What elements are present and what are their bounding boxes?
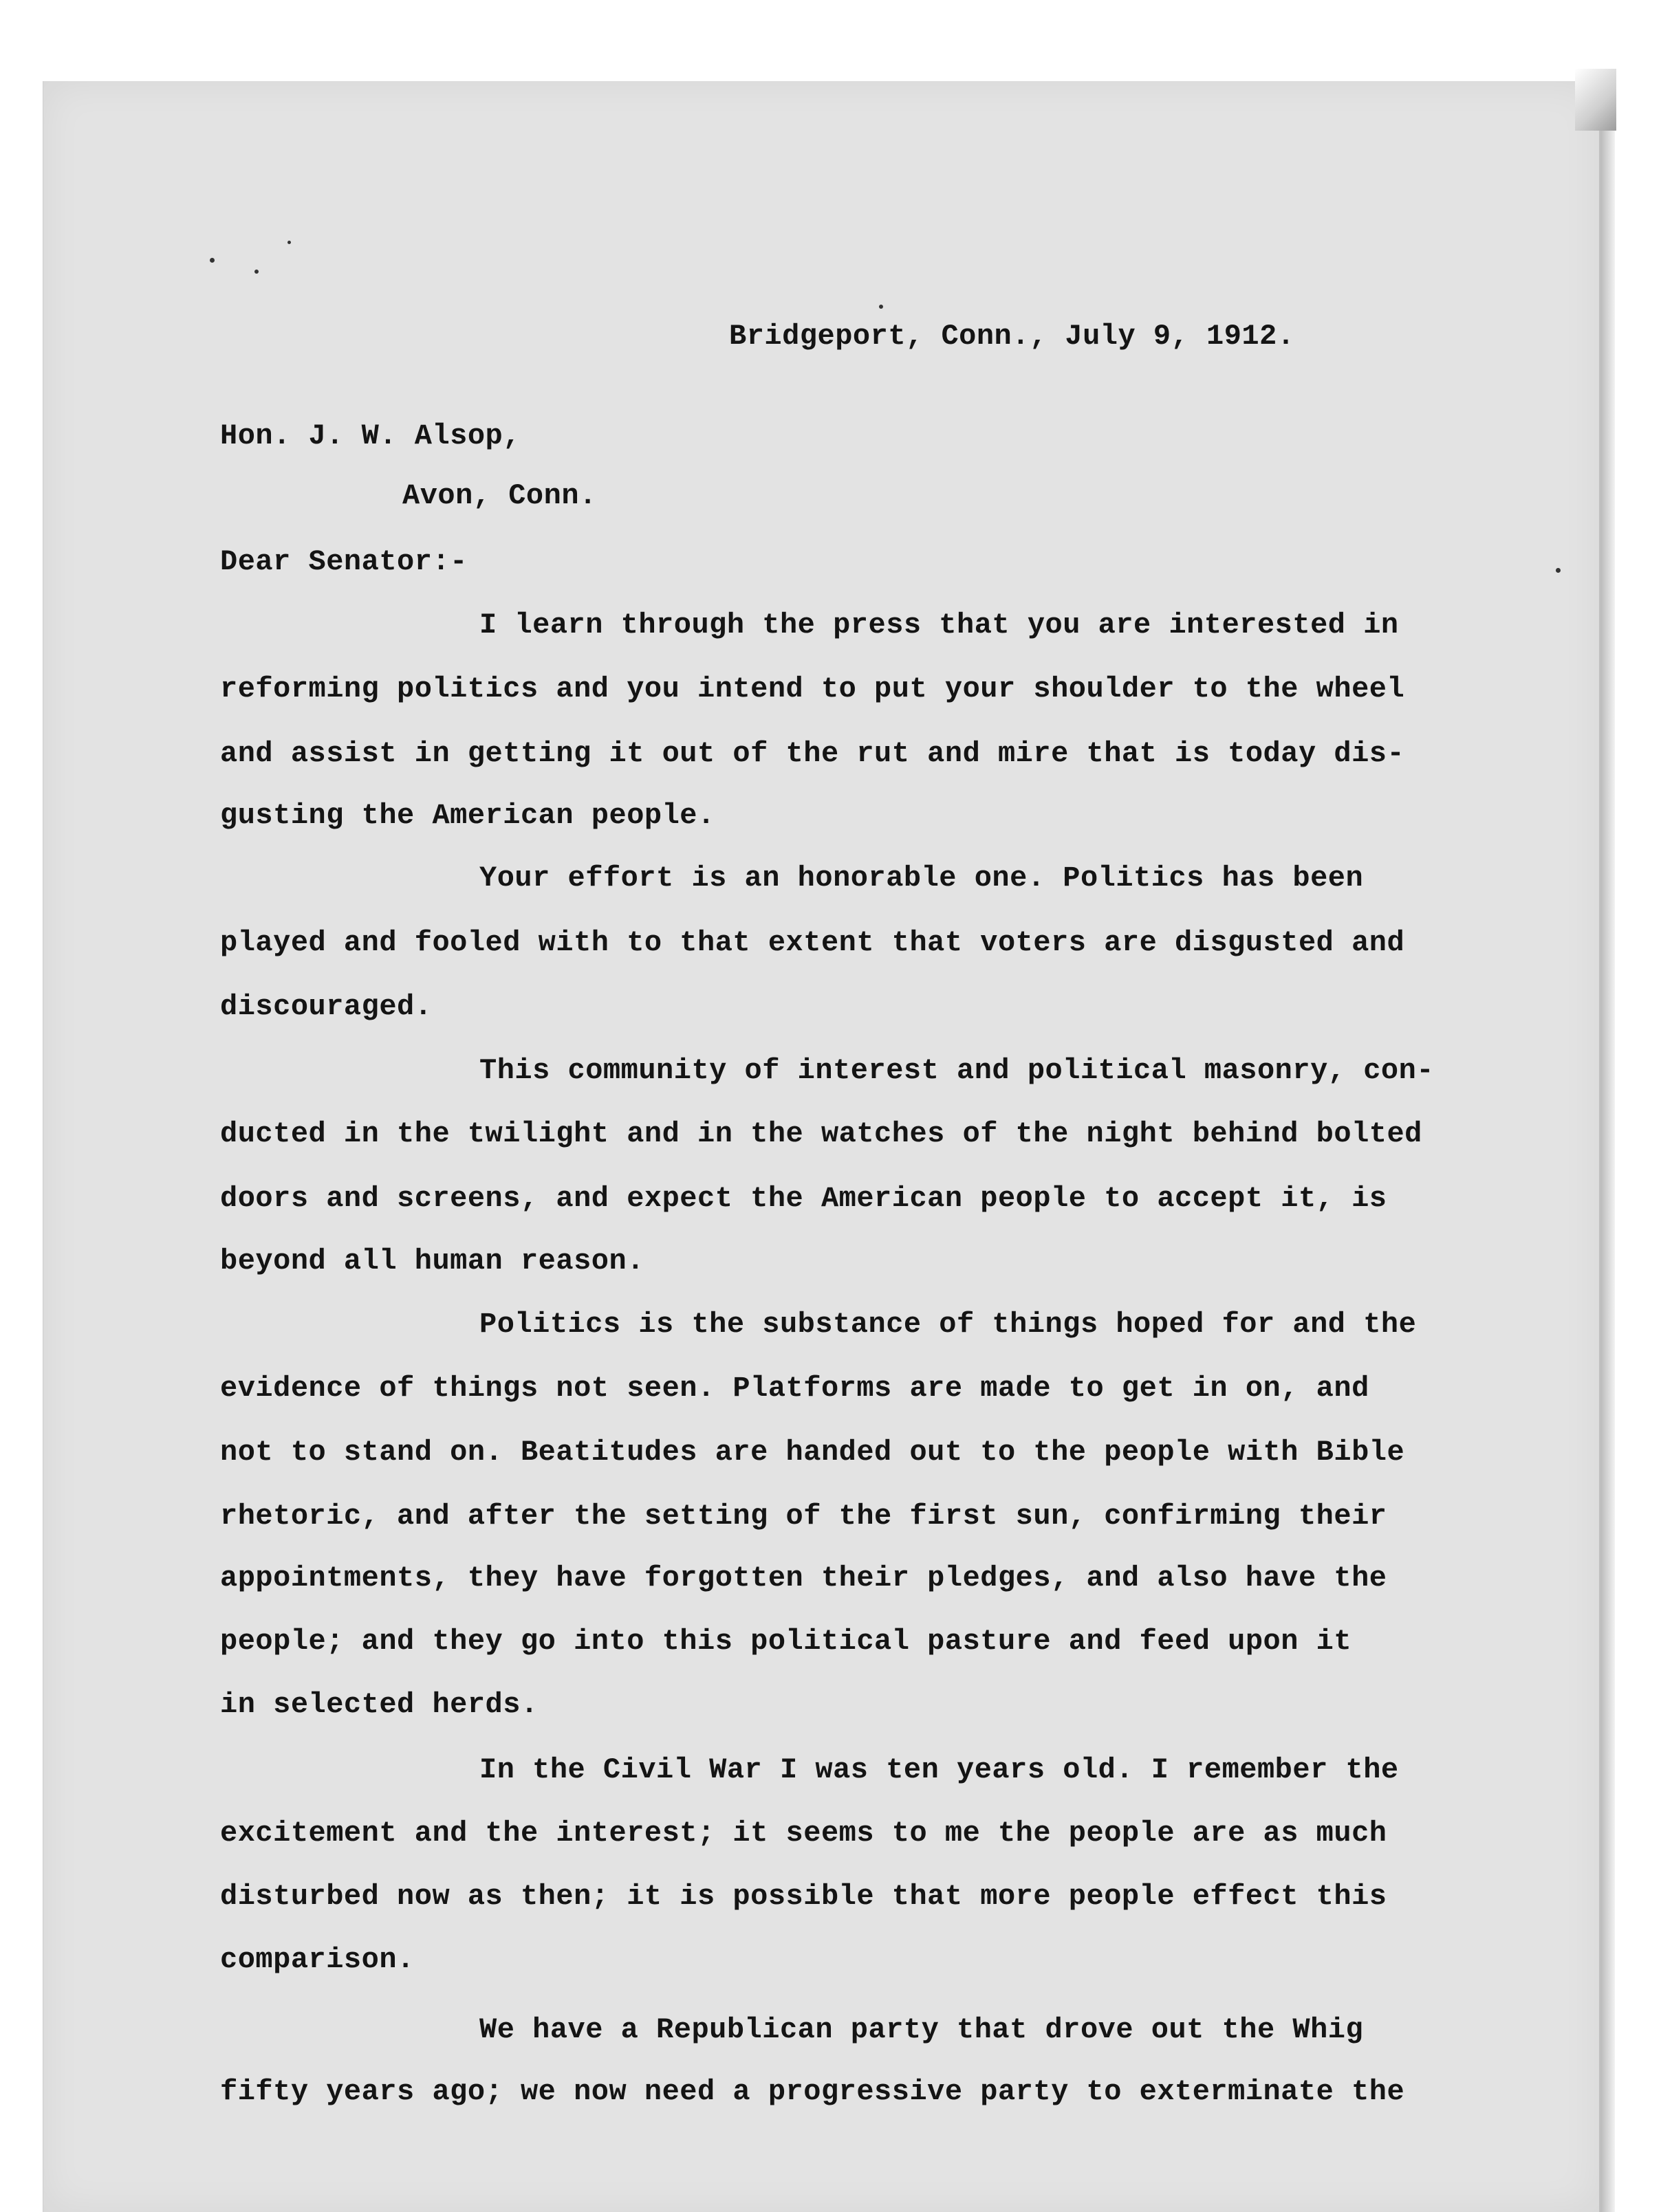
body-line: I learn through the press that you are interested in xyxy=(479,609,1399,642)
body-line: evidence of things not seen. Platforms are made to get in on, and xyxy=(220,1372,1369,1405)
body-line: In the Civil War I was ten years old. I remember the xyxy=(479,1753,1399,1786)
body-line: in selected herds. xyxy=(220,1688,539,1721)
ink-speck xyxy=(254,270,259,274)
body-line: Politics is the substance of things hoped for and the xyxy=(479,1308,1417,1341)
page-corner xyxy=(1575,69,1616,131)
body-line: fifty years ago; we now need a progressive party to exterminate the xyxy=(220,2075,1405,2108)
body-line: comparison. xyxy=(220,1943,415,1976)
body-line: and assist in getting it out of the rut and mire that is today dis- xyxy=(220,737,1405,770)
body-line: appointments, they have forgotten their pledges, and also have the xyxy=(220,1562,1387,1595)
body-line: excitement and the interest; it seems to me the people are as much xyxy=(220,1817,1387,1850)
salutation: Dear Senator:- xyxy=(220,545,468,578)
body-line: doors and screens, and expect the American people to accept it, is xyxy=(220,1182,1387,1215)
ink-speck xyxy=(1556,568,1561,573)
addressee-name: Hon. J. W. Alsop, xyxy=(220,419,521,452)
ink-speck xyxy=(210,258,215,263)
addressee-place: Avon, Conn. xyxy=(402,479,597,512)
body-line: not to stand on. Beatitudes are handed out to the people with Bible xyxy=(220,1436,1405,1469)
ink-speck xyxy=(287,241,291,244)
body-line: disturbed now as then; it is possible that more people effect this xyxy=(220,1880,1387,1913)
body-line: beyond all human reason. xyxy=(220,1245,644,1278)
body-line: people; and they go into this political pasture and feed upon it xyxy=(220,1625,1352,1658)
body-line: ducted in the twilight and in the watches of the night behind bolted xyxy=(220,1117,1422,1150)
ink-speck xyxy=(879,305,883,309)
body-line: Your effort is an honorable one. Politics has been xyxy=(479,862,1364,895)
body-line: This community of interest and political masonry, con- xyxy=(479,1054,1435,1087)
body-line: discouraged. xyxy=(220,990,433,1023)
dateline: Bridgeport, Conn., July 9, 1912. xyxy=(729,320,1295,353)
body-line: gusting the American people. xyxy=(220,799,715,832)
body-line: rhetoric, and after the setting of the first sun, confirming their xyxy=(220,1500,1387,1533)
body-line: We have a Republican party that drove out the Whig xyxy=(479,2013,1364,2046)
body-line: reforming politics and you intend to put your shoulder to the wheel xyxy=(220,672,1405,705)
body-line: played and fooled with to that extent that voters are disgusted and xyxy=(220,926,1405,959)
